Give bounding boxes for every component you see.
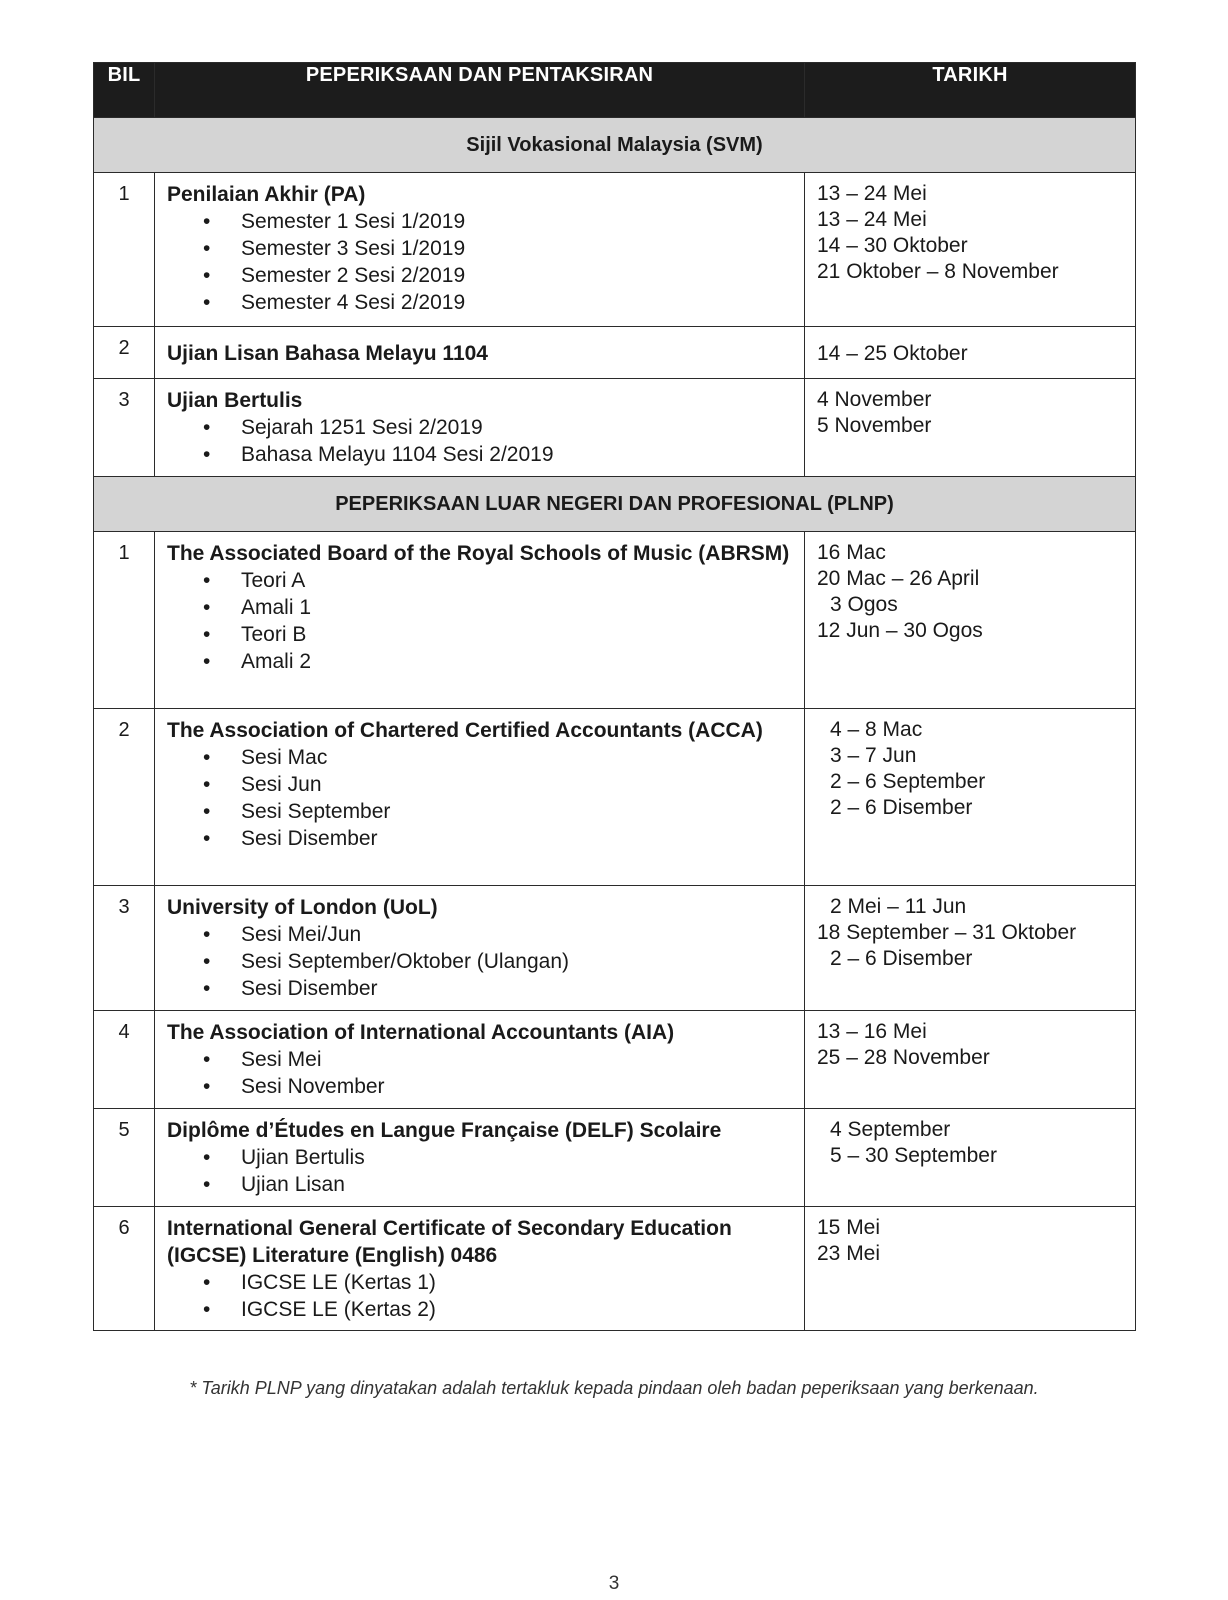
table-row [94,173,1136,327]
exam-item-list [167,208,794,316]
section-title: Sijil Vokasional Malaysia (SVM) [94,118,1136,173]
date-cell [805,886,1136,1011]
date-cell [805,1109,1136,1207]
list-item: • Teori B [167,621,794,648]
list-item: • Sesi Disember [167,975,794,1002]
list-item: • Sesi Disember [167,825,794,852]
row-number: 6 [94,1207,155,1331]
row-number: 1 [94,173,155,327]
date-cell [805,173,1136,327]
exam-title: The Association of International Accountants (AIA) [167,1021,675,1044]
date-value: 5 – 30 September [830,1144,997,1167]
table-row [94,379,1136,477]
table-row [94,1207,1136,1331]
date-value: 13 – 16 Mei [817,1020,927,1043]
list-item: • Sejarah 1251 Sesi 2/2019 [167,414,794,441]
date-cell [805,532,1136,709]
date-cell [805,379,1136,477]
row-number: 3 [94,886,155,1011]
row-number: 2 [94,327,155,379]
date-value: 14 – 25 Oktober [817,341,968,365]
exam-item-list [167,414,794,468]
exam-cell [155,886,805,1011]
exam-item-list [167,921,794,1002]
list-item: • IGCSE LE (Kertas 2) [167,1296,794,1323]
date-value: 2 – 6 Disember [830,947,973,970]
section-row-plnp [94,477,1136,532]
list-item: • Semester 1 Sesi 1/2019 [167,208,794,235]
list-item: • Amali 2 [167,648,794,675]
date-cell [805,1207,1136,1331]
date-value: 4 November [817,388,932,411]
list-item: • Sesi November [167,1073,794,1100]
row-number: 5 [94,1109,155,1207]
table-row [94,532,1136,709]
date-value: 2 – 6 September [830,770,986,793]
date-value: 13 – 24 Mei [817,208,927,231]
exam-title: University of London (UoL) [167,896,438,919]
section-row-svm [94,118,1136,173]
exam-title: The Association of Chartered Certified Accountants (ACCA) [167,719,763,742]
date-value: 4 September [830,1118,951,1141]
list-item: • Sesi Jun [167,771,794,798]
row-number: 4 [94,1011,155,1109]
list-item: • Semester 3 Sesi 1/2019 [167,235,794,262]
page-number: 3 [608,1573,620,1594]
exam-cell [155,1207,805,1331]
list-item: • Teori A [167,567,794,594]
list-item: • Semester 4 Sesi 2/2019 [167,289,794,316]
date-value: 15 Mei [817,1216,881,1239]
exam-cell [155,327,805,379]
date-value: 18 September – 31 Oktober [817,921,1077,944]
date-value: 4 – 8 Mac [830,718,923,741]
table-row [94,1109,1136,1207]
date-value: 23 Mei [817,1242,881,1265]
exam-title: Ujian Lisan Bahasa Melayu 1104 [167,342,488,365]
exam-cell [155,1109,805,1207]
date-cell [805,709,1136,886]
exam-item-list [167,1144,794,1198]
list-item: • Amali 1 [167,594,794,621]
exam-title: International General Certificate of Secondary Education (IGCSE) Literature (English) 0486 [167,1217,732,1267]
exam-item-list [167,744,794,852]
list-item: • Sesi Mei [167,1046,794,1073]
exam-title: The Associated Board of the Royal Schools of Music (ABRSM) [167,542,790,565]
list-item: • Sesi Mac [167,744,794,771]
footnote: * Tarikh PLNP yang dinyatakan adalah tertakluk kepada pindaan oleh badan peperiksaan yang berkenaan. [189,1378,1039,1398]
date-value: 3 – 7 Jun [830,744,917,767]
exam-cell [155,1011,805,1109]
date-value: 21 Oktober – 8 November [817,260,1059,283]
exam-cell [155,379,805,477]
row-number: 3 [94,379,155,477]
exam-title: Penilaian Akhir (PA) [167,183,366,206]
exam-cell [155,709,805,886]
date-value: 3 Ogos [830,593,898,616]
exam-item-list [167,1269,794,1323]
date-value: 20 Mac – 26 April [817,567,980,590]
date-value: 14 – 30 Oktober [817,234,968,257]
exam-title: Diplôme d’Études en Langue Française (DELF) Scolaire [167,1119,722,1142]
header-date: TARIKH [805,63,1136,118]
date-cell [805,327,1136,379]
date-value: 12 Jun – 30 Ogos [817,619,983,642]
list-item: • Sesi September [167,798,794,825]
list-item: • Sesi September/Oktober (Ulangan) [167,948,794,975]
list-item: • Semester 2 Sesi 2/2019 [167,262,794,289]
date-value: 13 – 24 Mei [817,182,927,205]
exam-schedule-table [93,62,1136,1331]
exam-cell [155,173,805,327]
exam-item-list [167,1046,794,1100]
header-bil: BIL [94,63,155,118]
date-value: 16 Mac [817,541,886,564]
table-row [94,1011,1136,1109]
row-number: 1 [94,532,155,709]
header-exam: PEPERIKSAAN DAN PENTAKSIRAN [155,63,805,118]
list-item: • IGCSE LE (Kertas 1) [167,1269,794,1296]
exam-cell [155,532,805,709]
date-value: 2 Mei – 11 Jun [830,895,967,918]
table-header [94,63,1136,118]
table-row [94,709,1136,886]
date-value: 5 November [817,414,932,437]
table-row [94,327,1136,379]
date-value: 25 – 28 November [817,1046,990,1069]
list-item: • Ujian Lisan [167,1171,794,1198]
list-item: • Ujian Bertulis [167,1144,794,1171]
exam-title: Ujian Bertulis [167,389,303,412]
exam-item-list [167,567,794,675]
list-item: • Bahasa Melayu 1104 Sesi 2/2019 [167,441,794,468]
date-cell [805,1011,1136,1109]
list-item: • Sesi Mei/Jun [167,921,794,948]
section-title: PEPERIKSAAN LUAR NEGERI DAN PROFESIONAL (PLNP) [94,477,1136,532]
table-row [94,886,1136,1011]
date-value: 2 – 6 Disember [830,796,973,819]
row-number: 2 [94,709,155,886]
